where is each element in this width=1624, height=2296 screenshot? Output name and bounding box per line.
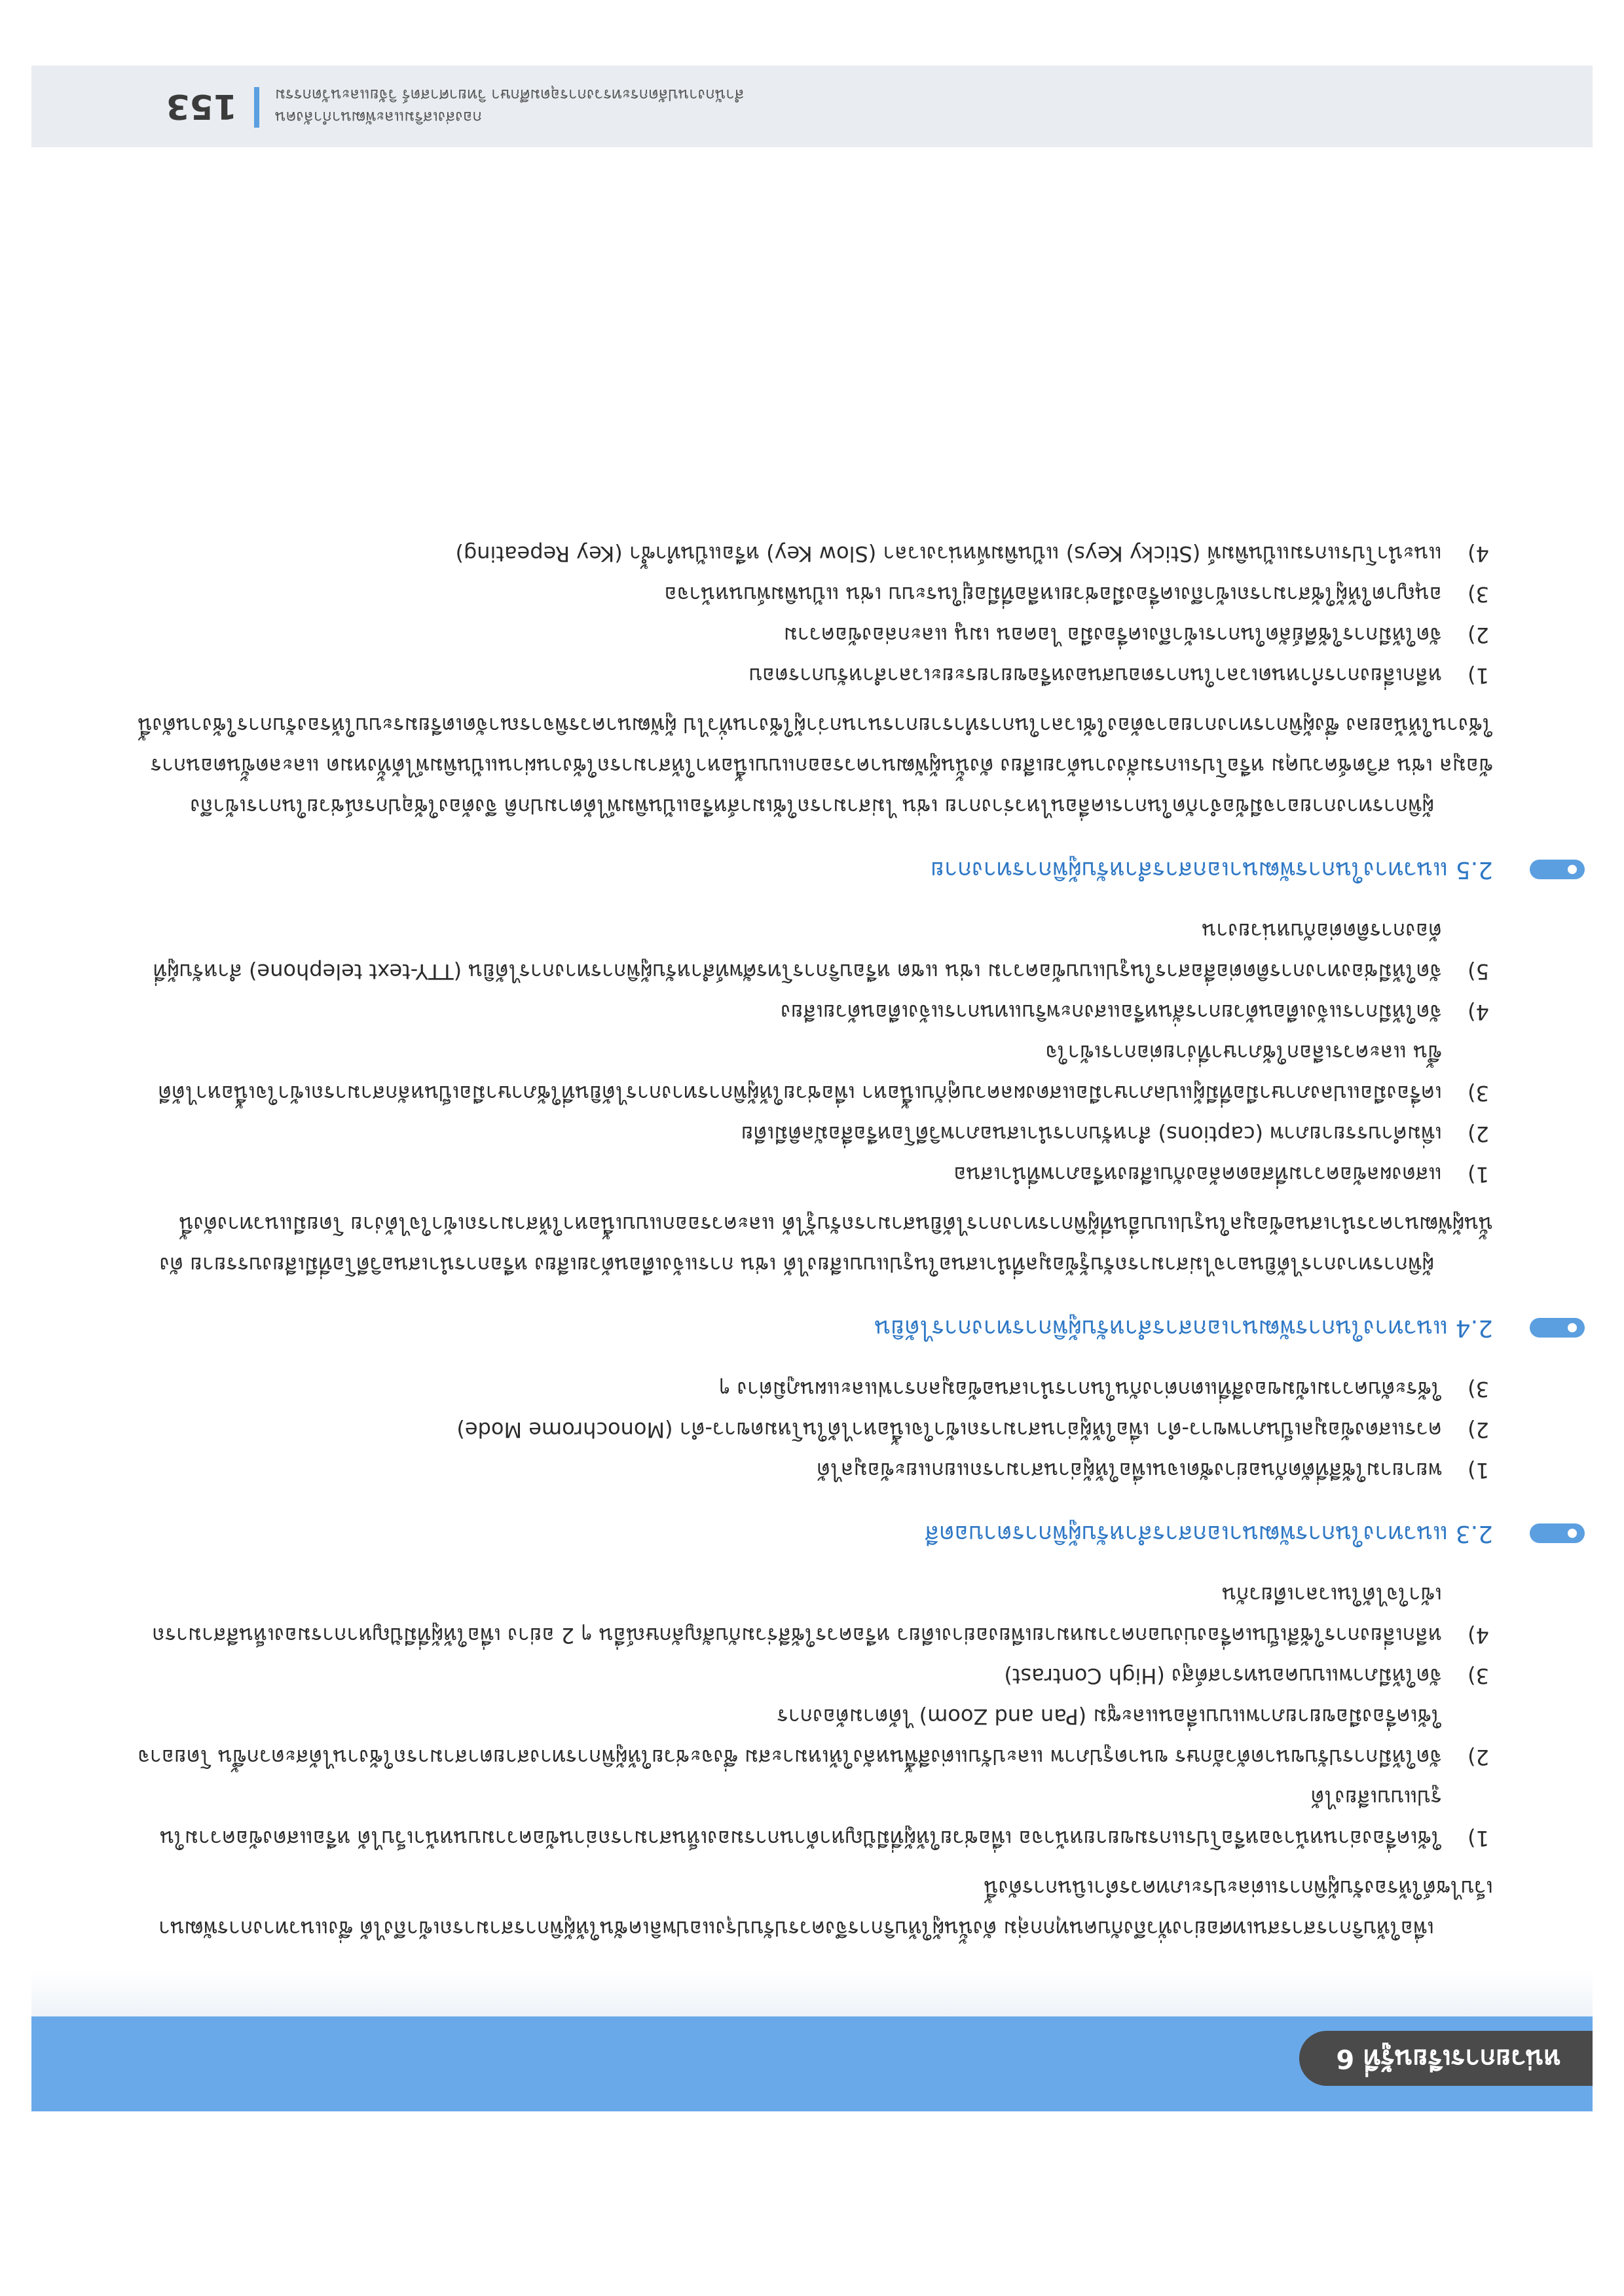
item-text: เพิ่มคำบรรยายภาพ (captions) สำหรับการนำเสนอภาพวิดีโอหรือสื่อมัลติมีเดีย bbox=[741, 1121, 1442, 1146]
list-item bbox=[138, 534, 1493, 574]
section-list bbox=[138, 534, 1493, 696]
footer-organization: กองส่งเสริมและพัฒนากำลังคน bbox=[275, 108, 482, 126]
list-item bbox=[138, 1575, 1493, 1656]
item-text: จัดให้มีภาพแบบคอนทราสต์สูง (High Contrast) bbox=[1004, 1664, 1442, 1688]
item-text: แนะนำโปรแกรมแป้นพิมพ์ (Sticky Keys) แป้นพิมพ์หน่วงเวลา (Slow Key) หรือแป้นทำซ้ำ (Key Repeating) bbox=[455, 541, 1442, 566]
item-number: 1) bbox=[1467, 1826, 1489, 1851]
item-number: 3) bbox=[1467, 1377, 1489, 1402]
section-heading-color-blind bbox=[138, 1513, 1493, 1554]
item-text: หลีกเลี่ยงการกำหนดเวลาในการตอบสนองหรือขยายระยะเวลาสำหรับการตอบ bbox=[748, 663, 1442, 688]
footer-divider bbox=[254, 87, 259, 128]
item-number: 1) bbox=[1467, 663, 1489, 688]
item-text: ควรแสดงข้อมูลเป็นภาพขาว-ดำ เพื่อให้ผู้อ่านสามารถเข้าใจเนื้อหาได้ในโหมดขาว-ดำ (Monochrome Mode) bbox=[456, 1417, 1442, 1442]
list-item bbox=[138, 655, 1493, 696]
section-paragraph: ผู้พิการทางการได้ยินอาจไม่สามารถรับรู้ข้อมูลที่นำเสนอในรูปแบบเสียงได้ เช่น การแจ้งเตือนด้วยเสียง หรือการนำเสนอวิดีโอที่มีเสียงบรรยาย ดังนั้นผู้พัฒนาควรนำเสนอข้อมูลในรูปแบบอื่นที่ผู้พิการทางการได้ยินสามารถรับรู้ได้ และควรออกแบบเนื้อหาให้สามารถเข้าใจได้ง่าย โดยมีแนวทางดังนี้ bbox=[159, 1212, 1493, 1277]
section-heading-physical bbox=[138, 849, 1493, 890]
list-item bbox=[138, 1369, 1493, 1410]
item-number: 5) bbox=[1467, 959, 1489, 984]
item-text: หลีกเลี่ยงการใช้สีเป็นเครื่องบ่งบอกความหมายเพียงอย่างเดียว หรือควรใช้สีร่วมกับสัญลักษณ์อื่น ๆ 2 อย่าง เพื่อให้ผู้ที่มีปัญหาการมองเห็นสีสามารถเข้าใจได้ในเวลาเดียวกัน bbox=[152, 1582, 1442, 1648]
item-text: จัดให้มีการปรับขนาดตัวอักษร ขนาดรูปภาพ และปรับแต่งสีพื้นหลังให้เหมาะสม ซึ่งจะช่วยให้ผู้พิการทางสายตาสามารถใช้งานได้สะดวกขึ้น โดยอาจใช้เครื่องมือขยายภาพแบบเลื่อนและซูม (Pan and Zoom) ได้ตามต้องการ bbox=[138, 1704, 1442, 1770]
list-item bbox=[138, 615, 1493, 655]
list-item bbox=[138, 1777, 1493, 1859]
section-heading-hearing bbox=[138, 1307, 1493, 1348]
item-number: 3) bbox=[1467, 1664, 1489, 1688]
section-dot-icon bbox=[1568, 1323, 1577, 1332]
list-item bbox=[138, 1450, 1493, 1491]
item-text: พยายามใช้สีที่ตัดกันอย่างชัดเจนเพื่อให้ผู้อ่านสามารถแยกแยะข้อมูลได้ bbox=[817, 1458, 1442, 1483]
item-text: จัดให้มีการแจ้งเตือนด้วยการสั่นหรือแสงกะพริบแทนการแจ้งเตือนด้วยเสียง bbox=[781, 1000, 1442, 1025]
list-item bbox=[138, 574, 1493, 615]
item-number: 4) bbox=[1467, 541, 1489, 566]
item-number: 1) bbox=[1467, 1458, 1489, 1483]
item-text: จัดให้มีช่องทางการติดต่อสื่อสารในรูปแบบข้อความ เช่น แชต หรือบริการโทรศัพท์สำหรับผู้พิการทางการได้ยิน (TTY-text telephone) สำหรับผู้ที่ต้องการติดต่อกับหน่วยงาน bbox=[153, 919, 1442, 984]
footer-band bbox=[31, 65, 1593, 147]
section-dot-icon bbox=[1568, 865, 1577, 874]
list-item bbox=[138, 1410, 1493, 1450]
intro-list bbox=[138, 1575, 1493, 1859]
item-number: 3) bbox=[1467, 1081, 1489, 1106]
item-text: ใช้เครื่องอ่านหน้าจอหรือโปรแกรมขยายหน้าจอ เพื่อช่วยให้ผู้ที่มีปัญหาด้านการมองเห็นสามารถอ่านข้อความบนหน้าเว็บได้ หรือแสดงข้อความในรูปแบบเสียงได้ bbox=[160, 1785, 1442, 1851]
page-number: 153 bbox=[166, 86, 237, 126]
list-item bbox=[138, 1696, 1493, 1777]
header-shadow bbox=[31, 1971, 1593, 2016]
list-item bbox=[138, 1032, 1493, 1114]
item-number: 2) bbox=[1467, 623, 1489, 647]
item-text: แสดงผลข้อความที่สอดคล้องกับเสียงหรือภาพที่นำเสนอ bbox=[953, 1162, 1442, 1187]
item-number: 4) bbox=[1467, 1000, 1489, 1025]
section-title: 2.4 แนวทางในการพัฒนาเอกสารสำหรับผู้พิการทางการได้ยิน bbox=[874, 1315, 1493, 1341]
item-text: อนุญาตให้ผู้ใช้สามารถเข้าถึงเครื่องมือช่วยเหลือที่มีอยู่ในระบบ เช่น แป้นพิมพ์บนหน้าจอ bbox=[664, 582, 1442, 607]
item-number: 1) bbox=[1467, 1162, 1489, 1187]
list-item bbox=[138, 911, 1493, 992]
list-item bbox=[138, 992, 1493, 1032]
main-content bbox=[138, 526, 1493, 1949]
section-list bbox=[138, 911, 1493, 1195]
item-text: ใช้ระดับความเข้มของสีที่แตกต่างกันในการนำเสนอข้อมูลกราฟและแผนภูมิต่าง ๆ bbox=[719, 1377, 1442, 1402]
item-number: 3) bbox=[1467, 582, 1489, 607]
unit-label: หน่วยการเรียนรู้ที่ 6 bbox=[1336, 2043, 1561, 2073]
item-number: 4) bbox=[1467, 1623, 1489, 1648]
list-item bbox=[138, 1114, 1493, 1154]
footer-ministry: สำนักงานปลัดกระทรวงการอุดมศึกษา วิทยาศาสตร์ วิจัยและนวัตกรรม bbox=[275, 86, 745, 104]
list-item bbox=[138, 1154, 1493, 1195]
section-title: 2.5 แนวทางในการพัฒนาเอกสารสำหรับผู้พิการทางกาย bbox=[930, 856, 1493, 883]
item-number: 2) bbox=[1467, 1745, 1489, 1770]
intro-paragraph: เพื่อให้บริการสารสนเทศอย่างทั่วถึงกับคนทุกกลุ่ม ดังนั้นผู้ให้บริการจึงควรปรับปรุงแอปพลิเคชันให้ผู้พิการสามารถเข้าถึงได้ ซึ่งแนวทางการพัฒนาเว็บไซต์ให้รองรับผู้พิการแต่ละประเภทควรดำเนินการดังนี้ bbox=[158, 1876, 1493, 1941]
item-number: 2) bbox=[1467, 1121, 1489, 1146]
section-dot-icon bbox=[1568, 1529, 1577, 1538]
list-item bbox=[138, 1656, 1493, 1696]
item-number: 2) bbox=[1467, 1417, 1489, 1442]
section-list bbox=[138, 1369, 1493, 1491]
item-text: จัดให้มีการใช้คีย์ลัดในการเข้าถึงเครื่องมือ ไอคอน เมนู และกล่องข้อความ bbox=[783, 623, 1442, 647]
section-title: 2.3 แนวทางในการพัฒนาเอกสารสำหรับผู้พิการตาบอดสี bbox=[925, 1520, 1493, 1547]
section-paragraph: ผู้พิการทางกายอาจมีข้อจำกัดในการเคลื่อนไหวร่างกาย เช่น ไม่สามารถใช้เมาส์หรือแป้นพิมพ์ได้ตามปกติ จึงต้องใช้อุปกรณ์ช่วยในการเข้าถึงข้อมูล เช่น สวิตช์ควบคุม หรือโปรแกรมสั่งงานด้วยเสียง ดังนั้นผู้พัฒนาควรออกแบบเนื้อหาให้สามารถใช้งานผ่านแป้นพิมพ์ได้ทั้งหมด และลดขั้นตอนการใช้งานให้น้อยลง ซึ่งผู้พิการทางกายอาจต้องใช้เวลาในการทำรายการนานกว่าผู้ใช้งานทั่วไป ผู้พัฒนาควรพิจารณาจัดเตรียมระบบให้รองรับการใช้งานดังนี้ bbox=[138, 713, 1493, 819]
item-text: เครื่องมือแปลงภาษามือที่มีผู้แปลภาษามือแสดงผลควบคู่กับเนื้อหา เพื่อช่วยให้ผู้พิการทางการได้ยินที่ใช้ภาษามือเป็นหลักสามารถเข้าใจเนื้อหาได้ดีขึ้น และควรเลือกใช้ภาษาที่ง่ายต่อการเข้าใจ bbox=[158, 1040, 1442, 1106]
